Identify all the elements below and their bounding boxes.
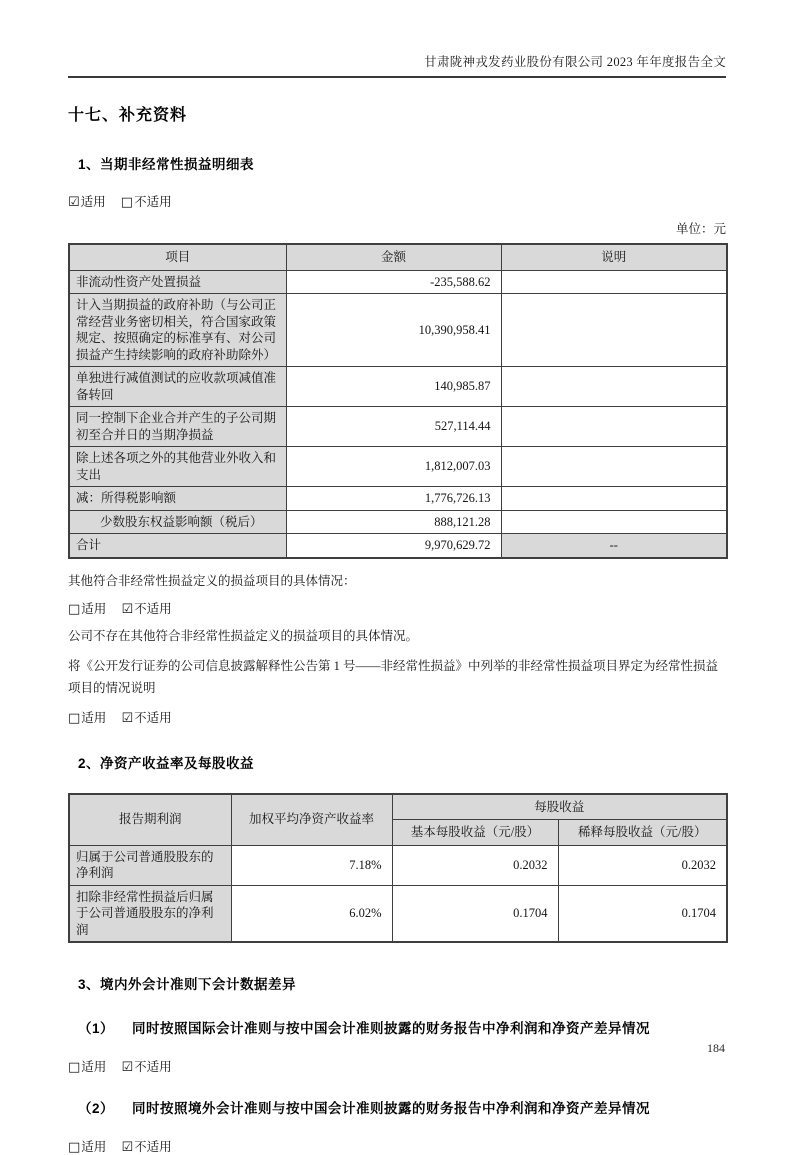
amount-cell: 10,390,958.41 — [286, 294, 501, 367]
col-header-basic-eps: 基本每股收益（元/股） — [392, 820, 558, 846]
note-cell — [501, 294, 727, 367]
checkbox-label: 适用 — [80, 195, 106, 209]
roe-eps-table — [68, 793, 728, 944]
checkbox-label: 不适用 — [134, 195, 172, 209]
table-row — [69, 407, 727, 447]
col-header-eps-group: 每股收益 — [392, 794, 727, 820]
col-header-diluted-eps: 稀释每股收益（元/股） — [558, 820, 727, 846]
report-title: 甘肃陇神戎发药业股份有限公司 2023 年年度报告全文 — [424, 55, 726, 69]
amount-cell: 888,121.28 — [286, 510, 501, 534]
checkbox-label: 不适用 — [134, 710, 172, 725]
checkbox-label: 不适用 — [134, 601, 172, 616]
subsection-3-item-2 — [68, 1097, 726, 1117]
basic-eps-cell: 0.2032 — [392, 845, 558, 885]
item-cell: 计入当期损益的政府补助（与公司正常经营业务密切相关，符合国家政策规定、按照确定的标准享有、对公司损益产生持续影响的政府补助除外） — [69, 294, 286, 367]
checkbox-applicable — [68, 1137, 106, 1155]
table-row — [69, 270, 727, 294]
subsection-3-title: 3、境内外会计准则下会计数据差异 — [78, 977, 297, 992]
basic-eps-cell: 0.1704 — [392, 885, 558, 942]
note-cell — [501, 367, 727, 407]
table-row — [69, 885, 727, 942]
diluted-eps-cell: 0.1704 — [558, 885, 727, 942]
item-cell: 减：所得税影响额 — [69, 487, 286, 511]
col-header-amount: 金额 — [286, 244, 501, 270]
item-cell: 非流动性资产处置损益 — [69, 270, 286, 294]
item-cell: 少数股东权益影响额（税后） — [69, 510, 286, 534]
applicability-line-5 — [68, 1137, 726, 1155]
checkbox-empty-icon: □ — [120, 195, 134, 210]
note-cell — [501, 510, 727, 534]
col-header-note: 说明 — [501, 244, 727, 270]
amount-cell: 527,114.44 — [286, 407, 501, 447]
table-total-row — [69, 534, 727, 558]
table-row — [69, 845, 727, 885]
checkbox-label: 适用 — [81, 710, 107, 725]
applicability-line-4 — [68, 1057, 726, 1075]
checkbox-not-applicable — [121, 1057, 171, 1075]
amount-cell: 1,776,726.13 — [286, 487, 501, 511]
roe-cell: 7.18% — [231, 845, 392, 885]
checkbox-not-applicable — [121, 599, 171, 617]
checkbox-checked-icon: ☑ — [121, 1060, 134, 1075]
page-content — [68, 0, 726, 1155]
table-row — [69, 447, 727, 487]
checkbox-label: 适用 — [81, 1140, 107, 1154]
item-cell: 同一控制下企业合并产生的子公司期初至合并日的当期净损益 — [69, 407, 286, 447]
checkbox-label: 适用 — [81, 1060, 107, 1074]
checkbox-empty-icon: □ — [68, 1060, 81, 1075]
checkbox-checked-icon: ☑ — [68, 195, 80, 210]
item-number: （2） — [78, 1101, 115, 1116]
item-cell: 除上述各项之外的其他营业外收入和支出 — [69, 447, 286, 487]
total-amount-cell: 9,970,629.72 — [286, 534, 501, 558]
table-header-row — [69, 244, 727, 270]
table-header-row — [69, 794, 727, 820]
item-number: （1） — [78, 1021, 115, 1036]
total-note-cell: -- — [501, 534, 727, 558]
checkbox-empty-icon: □ — [68, 601, 81, 617]
note-cell — [501, 407, 727, 447]
non-recurring-items-table — [68, 243, 728, 559]
checkbox-applicable — [68, 599, 106, 617]
item-cell: 单独进行减值测试的应收款项减值准备转回 — [69, 367, 286, 407]
item-text: 同时按照境外会计准则与按中国会计准则披露的财务报告中净利润和净资产差异情况 — [132, 1101, 651, 1116]
checkbox-empty-icon: □ — [68, 1140, 81, 1155]
table-row — [69, 367, 727, 407]
checkbox-checked-icon: ☑ — [121, 710, 134, 726]
unit-label: 单位：元 — [675, 222, 726, 236]
col-header-roe: 加权平均净资产收益率 — [231, 794, 392, 846]
total-label-cell: 合计 — [69, 534, 286, 558]
checkbox-empty-icon: □ — [68, 710, 81, 726]
checkbox-label: 适用 — [81, 601, 107, 616]
note-no-other: 公司不存在其他符合非经常性损益定义的损益项目的具体情况。 — [68, 628, 419, 643]
col-header-profit: 报告期利润 — [69, 794, 231, 846]
checkbox-applicable — [68, 192, 106, 210]
section-17-title: 十七、补充资料 — [68, 107, 188, 124]
amount-cell: 1,812,007.03 — [286, 447, 501, 487]
item-cell: 归属于公司普通股股东的净利润 — [69, 845, 231, 885]
checkbox-label: 不适用 — [134, 1060, 172, 1074]
table-row — [69, 487, 727, 511]
table-row — [69, 294, 727, 367]
applicability-line-1 — [68, 192, 726, 210]
running-header — [68, 0, 726, 78]
checkbox-not-applicable — [121, 708, 171, 726]
checkbox-checked-icon: ☑ — [121, 1140, 134, 1155]
checkbox-label: 不适用 — [134, 1140, 172, 1154]
amount-cell: 140,985.87 — [286, 367, 501, 407]
roe-cell: 6.02% — [231, 885, 392, 942]
page-number: 184 — [707, 1041, 725, 1055]
note-other-specific: 其他符合非经常性损益定义的损益项目的具体情况： — [68, 573, 356, 588]
amount-cell: -235,588.62 — [286, 270, 501, 294]
note-cell — [501, 487, 727, 511]
subsection-2-title: 2、净资产收益率及每股收益 — [78, 755, 255, 771]
diluted-eps-cell: 0.2032 — [558, 845, 727, 885]
note-cell — [501, 447, 727, 487]
item-text: 同时按照国际会计准则与按中国会计准则披露的财务报告中净利润和净资产差异情况 — [132, 1021, 651, 1036]
table-row — [69, 510, 727, 534]
item-cell: 扣除非经常性损益后归属于公司普通股股东的净利润 — [69, 885, 231, 942]
applicability-line-2 — [68, 599, 726, 617]
subsection-1-title: 1、当期非经常性损益明细表 — [78, 157, 255, 172]
checkbox-applicable — [68, 708, 106, 726]
checkbox-not-applicable — [121, 1137, 171, 1155]
subsection-3-item-1 — [68, 1017, 726, 1037]
note-define-recurring: 将《公开发行证券的公司信息披露解释性公告第 1 号——非经常性损益》中列举的非经常性损益项目界定为经常性损益项目的情况说明 — [68, 658, 719, 695]
checkbox-applicable — [68, 1057, 106, 1075]
checkbox-checked-icon: ☑ — [121, 601, 134, 617]
col-header-item: 项目 — [69, 244, 286, 270]
note-cell — [501, 270, 727, 294]
applicability-line-3 — [68, 708, 726, 726]
checkbox-not-applicable — [121, 192, 172, 210]
